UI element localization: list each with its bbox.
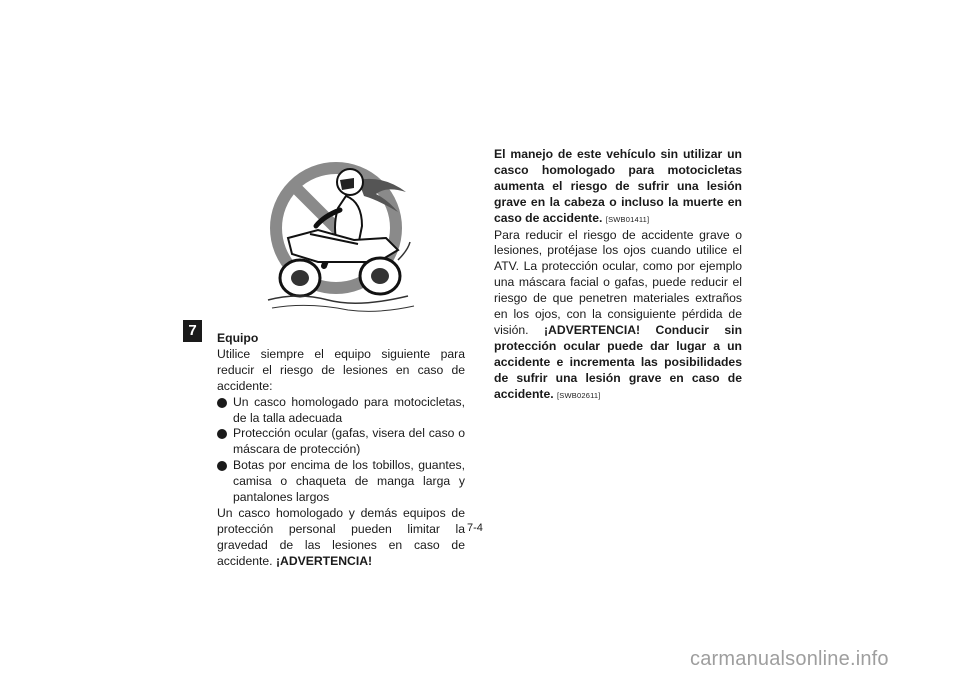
no-helmet-atv-rider-prohibition-icon (258, 150, 418, 320)
eye-protection-warning: Conducir sin protección ocular puede dar lugar a un accidente e incrementa las posibilidades de sufrir una lesión grave en caso de accidente. (494, 322, 743, 401)
reference-code: [SWB02611] (557, 390, 601, 400)
section-heading: Equipo (217, 331, 259, 345)
bullet-icon (217, 429, 227, 439)
protection-paragraph: Un casco homologado y demás equipos de protección personal pueden limitar la gravedad de las lesiones en caso de accidente. ¡ADVERTENCIA! (217, 505, 465, 568)
list-item: Protección ocular (gafas, visera del caso o máscara de protección) (217, 426, 465, 458)
warning-label: ¡ADVERTENCIA! (275, 553, 373, 568)
watermark: carmanualsonline.info (690, 648, 889, 670)
eye-protection-paragraph: Para reducir el riesgo de accidente grave o lesiones, protéjase los ojos cuando utilice el ATV. La protección ocular, como por ejemplo una máscara facial o gafas, puede reducir el riesgo de que penetren materiales extraños en los ojos, con la consiguiente pérdida de visión. ¡ADVERTENCIA! Conducir sin protección ocular puede dar lugar a un accidente e incrementa las posibilidades de sufrir una lesión grave en caso de accidente. [SWB02611] (494, 227, 743, 401)
left-column (217, 331, 465, 570)
chapter-tab: 7 (183, 320, 202, 342)
helmet-warning: El manejo de este vehículo sin utilizar un casco homologado para motocicletas aumenta el riesgo de sufrir una lesión grave en la cabeza o incluso la muerte en caso de accidente. [SWB01411] (494, 147, 742, 225)
warning-label: ¡ADVERTENCIA! (543, 322, 641, 337)
page-number: 7-4 (467, 522, 483, 534)
intro-paragraph: Utilice siempre el equipo siguiente para reducir el riesgo de lesiones en caso de accidente: (217, 346, 465, 393)
list-item: Un casco homologado para motocicletas, de la talla adecuada (217, 395, 465, 427)
reference-code: [SWB01411] (605, 214, 650, 224)
list-item: Botas por encima de los tobillos, guantes, camisa o chaqueta de manga larga y pantalones largos (217, 458, 465, 506)
bullet-icon (217, 461, 227, 471)
right-column (494, 147, 742, 404)
bullet-icon (217, 398, 227, 408)
equipment-list (217, 395, 465, 506)
